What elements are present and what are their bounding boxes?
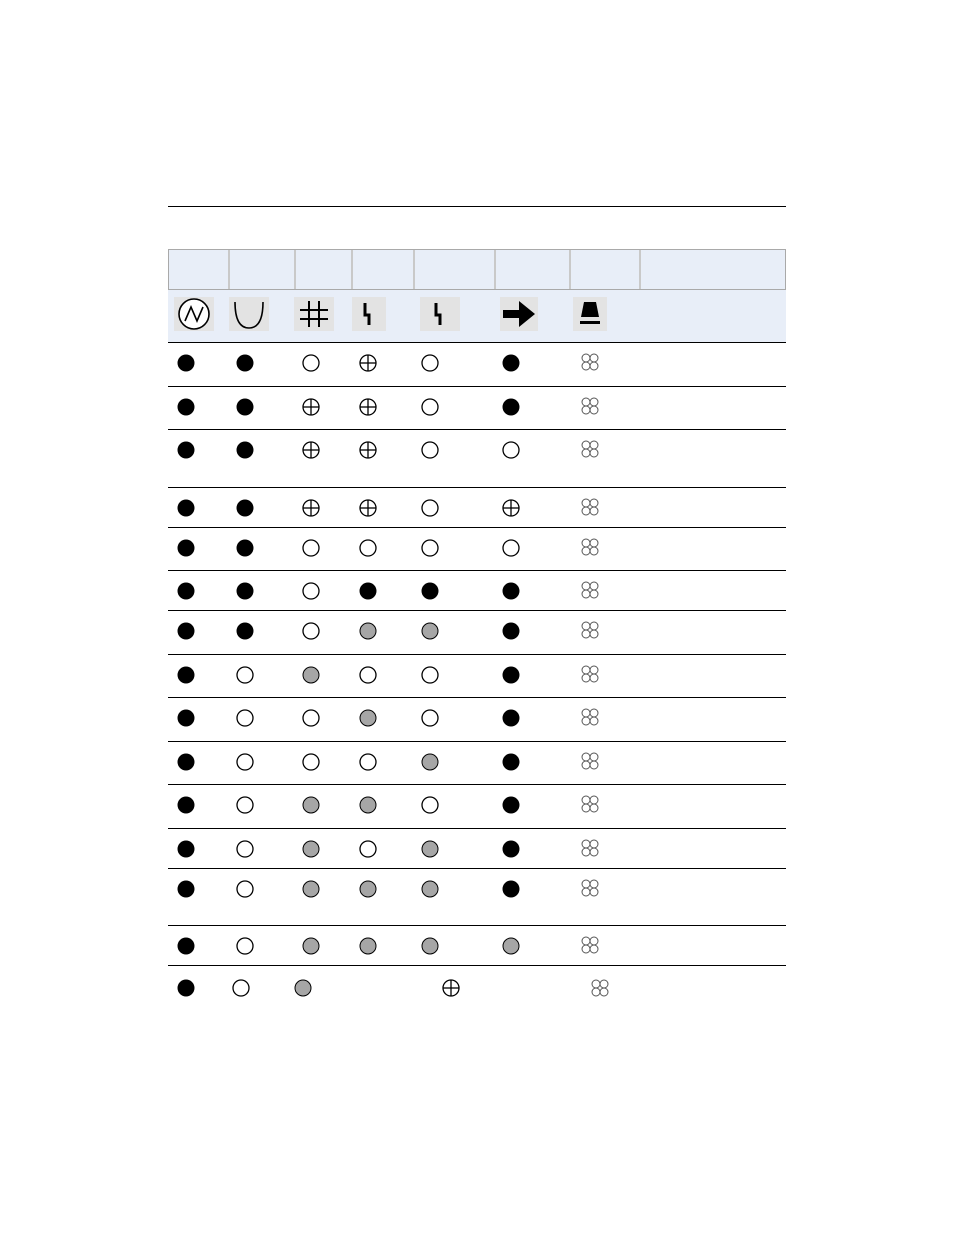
empty-circle-icon [235, 936, 255, 956]
filled-circle-icon [501, 879, 521, 899]
four-petal-flower-icon [580, 497, 600, 517]
gray-circle-icon [420, 879, 440, 899]
gray-circle-icon [293, 978, 313, 998]
filled-circle-icon [176, 621, 196, 641]
table-row [168, 785, 786, 829]
table-row [168, 966, 786, 1010]
filled-circle-icon [176, 538, 196, 558]
empty-circle-icon [358, 665, 378, 685]
filled-circle-icon [501, 621, 521, 641]
empty-circle-icon [420, 795, 440, 815]
gray-circle-icon [358, 708, 378, 728]
filled-circle-icon [358, 581, 378, 601]
gray-circle-icon [420, 621, 440, 641]
trapezoid-stamp-icon [573, 297, 607, 331]
filled-circle-icon [501, 795, 521, 815]
filled-circle-icon [235, 353, 255, 373]
four-petal-flower-icon [580, 935, 600, 955]
circled-plus-icon [358, 397, 378, 417]
filled-circle-icon [176, 795, 196, 815]
gray-circle-icon [358, 879, 378, 899]
empty-circle-icon [420, 538, 440, 558]
four-petal-flower-icon [580, 751, 600, 771]
gray-circle-icon [420, 839, 440, 859]
empty-circle-icon [358, 752, 378, 772]
empty-circle-icon [235, 708, 255, 728]
filled-circle-icon [176, 498, 196, 518]
four-petal-flower-icon [580, 664, 600, 684]
table-row [168, 571, 786, 611]
gray-circle-icon [301, 936, 321, 956]
table-body [168, 343, 786, 1010]
empty-circle-icon [301, 621, 321, 641]
empty-circle-icon [235, 795, 255, 815]
filled-circle-icon [501, 708, 521, 728]
gray-circle-icon [301, 879, 321, 899]
four-petal-flower-icon [580, 838, 600, 858]
filled-circle-icon [501, 353, 521, 373]
bracket-mark-icon [352, 297, 386, 331]
filled-circle-icon [420, 581, 440, 601]
table-row [168, 926, 786, 966]
hash-grid-icon [294, 297, 334, 331]
filled-circle-icon [176, 397, 196, 417]
table-row [168, 528, 786, 571]
four-petal-flower-icon [580, 707, 600, 727]
circled-plus-icon [301, 397, 321, 417]
circled-plus-icon [358, 440, 378, 460]
gray-circle-icon [420, 752, 440, 772]
empty-circle-icon [235, 839, 255, 859]
four-petal-flower-icon [590, 978, 610, 998]
gray-circle-icon [358, 621, 378, 641]
bracket-mark-icon [420, 297, 460, 331]
empty-circle-icon [420, 708, 440, 728]
right-arrow-icon [500, 297, 538, 331]
empty-circle-icon [501, 538, 521, 558]
gray-circle-icon [301, 795, 321, 815]
circled-plus-icon [301, 498, 321, 518]
gray-circle-icon [358, 936, 378, 956]
empty-circle-icon [420, 440, 440, 460]
filled-circle-icon [176, 708, 196, 728]
four-petal-flower-icon [580, 580, 600, 600]
gray-circle-icon [301, 665, 321, 685]
gray-circle-icon [420, 936, 440, 956]
filled-circle-icon [176, 936, 196, 956]
filled-circle-icon [501, 839, 521, 859]
circled-plus-icon [501, 498, 521, 518]
gray-circle-icon [301, 839, 321, 859]
filled-circle-icon [501, 665, 521, 685]
filled-circle-icon [501, 752, 521, 772]
filled-circle-icon [501, 581, 521, 601]
circled-plus-icon [301, 440, 321, 460]
four-petal-flower-icon [580, 352, 600, 372]
empty-circle-icon [301, 752, 321, 772]
empty-circle-icon [301, 581, 321, 601]
circled-plus-icon [441, 978, 461, 998]
empty-circle-icon [235, 752, 255, 772]
filled-circle-icon [235, 498, 255, 518]
table-row [168, 698, 786, 742]
top-rule [168, 206, 786, 207]
empty-circle-icon [358, 538, 378, 558]
table-row [168, 387, 786, 430]
gray-circle-icon [358, 795, 378, 815]
four-petal-flower-icon [580, 439, 600, 459]
filled-circle-icon [235, 538, 255, 558]
empty-circle-icon [301, 353, 321, 373]
filled-circle-icon [235, 581, 255, 601]
header-row-icons [168, 290, 786, 343]
arc-curve-icon [229, 297, 269, 331]
header-row-blank [168, 249, 786, 290]
table-row [168, 430, 786, 488]
empty-circle-icon [358, 839, 378, 859]
filled-circle-icon [235, 621, 255, 641]
empty-circle-icon [301, 538, 321, 558]
empty-circle-icon [231, 978, 251, 998]
filled-circle-icon [176, 839, 196, 859]
empty-circle-icon [501, 440, 521, 460]
four-petal-flower-icon [580, 794, 600, 814]
table-row [168, 611, 786, 655]
four-petal-flower-icon [580, 620, 600, 640]
empty-circle-icon [235, 879, 255, 899]
empty-circle-icon [235, 665, 255, 685]
four-petal-flower-icon [580, 878, 600, 898]
gray-circle-icon [501, 936, 521, 956]
filled-circle-icon [176, 879, 196, 899]
filled-circle-icon [176, 353, 196, 373]
sine-wave-circle-icon [174, 297, 214, 331]
table-row [168, 655, 786, 698]
empty-circle-icon [301, 708, 321, 728]
table-row [168, 829, 786, 869]
empty-circle-icon [420, 665, 440, 685]
empty-circle-icon [420, 498, 440, 518]
filled-circle-icon [235, 397, 255, 417]
filled-circle-icon [176, 978, 196, 998]
filled-circle-icon [176, 440, 196, 460]
table-row [168, 343, 786, 387]
circled-plus-icon [358, 353, 378, 373]
empty-circle-icon [420, 397, 440, 417]
filled-circle-icon [176, 581, 196, 601]
table-row [168, 869, 786, 926]
table-row [168, 742, 786, 785]
table-row [168, 488, 786, 528]
empty-circle-icon [420, 353, 440, 373]
circled-plus-icon [358, 498, 378, 518]
feature-matrix-table [168, 249, 786, 1010]
filled-circle-icon [176, 752, 196, 772]
filled-circle-icon [176, 665, 196, 685]
four-petal-flower-icon [580, 396, 600, 416]
four-petal-flower-icon [580, 537, 600, 557]
filled-circle-icon [501, 397, 521, 417]
filled-circle-icon [235, 440, 255, 460]
